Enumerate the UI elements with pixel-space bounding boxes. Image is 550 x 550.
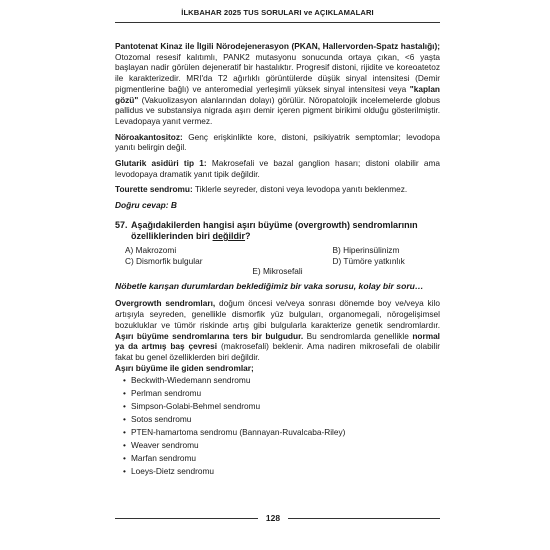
option-c: C) Dismorfik bulgular	[125, 255, 203, 266]
overgrowth-body-1: doğum öncesi ve/veya sonrası dönemde boy ve/veya kilo artışıyla seyreden, genellikle dismorfik yüz bulguları, organomegali, nörogelişimsel bozukluklar ve tümör riskinde artış gibi bulgularla karakterize genetik sendromlardır.	[115, 298, 440, 330]
page-number: 128	[258, 512, 288, 524]
option-d: D) Tümöre yatkınlık	[332, 255, 405, 266]
glutaric-title: Glutarik asidüri tip 1:	[115, 158, 207, 169]
question-57	[115, 220, 440, 242]
pkan-body-1: Otozomal resesif kalıtımlı, PANK2 mutasyonu sonucunda ortaya çıkan, <6 yaşta başlayan nadir görülen dejeneratif bir hastalıktır. Progresif distoni, rijidite ve koreoatetoz ile karakterizedir. MRI'da T2 ağırlıklı görüntülerde düşük sinyal intensitesi (Demir pigmentlerine bağlı) ve anteromedial yerleşimli yüksek sinyal intensitesi veya	[115, 51, 440, 94]
syndrome-list	[123, 375, 440, 476]
correct-answer: Doğru cevap: B	[115, 200, 177, 211]
option-e: E) Mikrosefali	[252, 266, 303, 277]
pkan-title: Pantotenat Kinaz ile İlgili Nörodejenerasyon (PKAN, Hallervorden-Spatz hastalığı);	[115, 41, 440, 51]
pkan-paragraph	[115, 41, 440, 127]
list-item: • Sotos sendromu	[123, 414, 440, 424]
neuroacanthocytosis-body: Genç erişkinlikte kore, distoni, psikiyatrik semptomlar; levodopa yanıtı belirgin değil.	[115, 131, 440, 153]
pkan-body-2: (Vakuolizasyon alanlarından dolayı) görülür. Nöropatolojik incelemelerde globus pallidus ve substansiya nigrada aşırı demir içeren pigment birikimi olduğu gösterilmiştir. Levadopaya yanıt vermez.	[115, 94, 440, 126]
overgrowth-body-3: (makrosefali) beklenir. Ama nadiren mikrosefali de olabilir fakat bu genel özelliklerden biri değildir.	[115, 341, 441, 362]
list-item: • PTEN-hamartoma sendromu (Bannayan-Ruvalcaba-Riley)	[123, 427, 440, 437]
list-item: • Weaver sendromu	[123, 440, 440, 450]
overgrowth-bold-2: normal ya da artmış baş çevresi	[115, 330, 440, 352]
neuroacanthocytosis-title: Nöroakantositoz:	[115, 131, 183, 142]
list-item: • Marfan sendromu	[123, 453, 440, 463]
neuroacanthocytosis-paragraph	[115, 132, 440, 153]
glutaric-body: Makrosefali ve bazal ganglion hasarı; distoni olabilir ama levodopaya dramatik yanıt tipik değildir.	[115, 158, 440, 179]
running-header: İLKBAHAR 2025 TUS SORULARI ve AÇIKLAMALARI	[181, 8, 374, 17]
option-b: B) Hiperinsülinizm	[332, 245, 400, 256]
answer-options	[125, 245, 440, 266]
list-item: • Perlman sendromu	[123, 388, 440, 398]
overgrowth-bold-1: Aşırı büyüme sendromlarına ters bir bulgudur.	[115, 330, 304, 341]
tourette-paragraph	[115, 184, 440, 195]
question-number: 57.	[115, 219, 128, 230]
overgrowth-body-2: Bu sendromlarda genellikle	[303, 330, 413, 341]
tourette-title: Tourette sendromu:	[115, 184, 193, 195]
list-item: • Simpson-Golabi-Behmel sendromu	[123, 401, 440, 411]
question-text-main: Aşağıdakilerden hangisi aşırı büyüme (overgrowth) sendromlarının özelliklerinden biri	[131, 219, 418, 242]
list-item: • Loeys-Dietz sendromu	[123, 466, 440, 476]
overgrowth-list-title: Aşırı büyüme ile giden sendromlar;	[115, 362, 254, 373]
overgrowth-title: Overgrowth sendromları,	[115, 298, 216, 309]
list-item: • Beckwith-Wiedemann sendromu	[123, 375, 440, 385]
option-a: A) Makrozomi	[125, 245, 177, 256]
pkan-emphasis: "kaplan gözü"	[115, 83, 440, 105]
question-mark: ?	[245, 231, 251, 242]
tourette-body: Tiklerle seyreder, distoni veya levodopa yanıtı beklenmez.	[192, 184, 408, 195]
question-negation: değildir	[212, 231, 246, 242]
author-note: Nöbetle karışan durumlardan beklediğimiz bir vaka sorusu, kolay bir soru…	[115, 281, 424, 292]
glutaric-paragraph	[115, 158, 440, 179]
overgrowth-paragraph	[115, 298, 440, 373]
page-content	[115, 41, 440, 479]
header-divider	[115, 22, 440, 23]
question-text	[131, 220, 440, 242]
